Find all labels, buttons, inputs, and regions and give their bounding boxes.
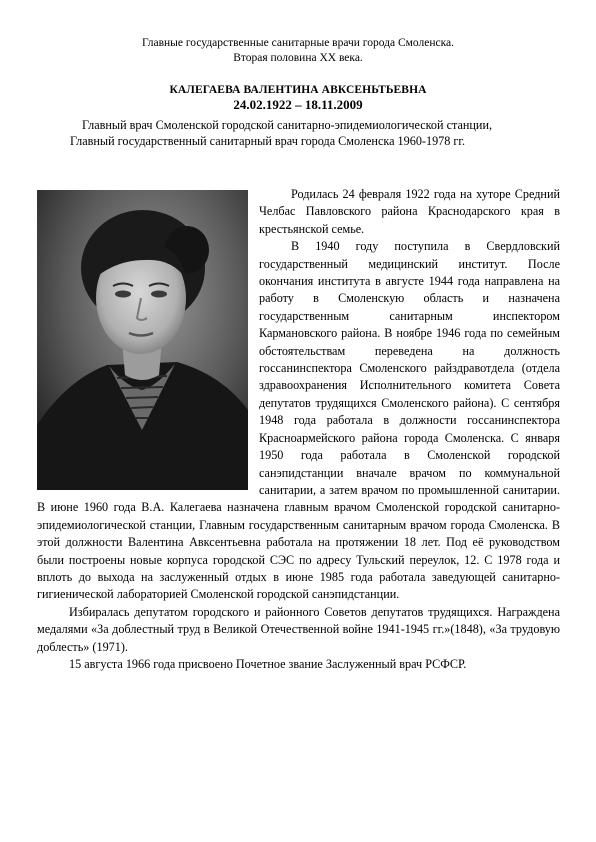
biography-text (37, 186, 560, 673)
header-subtitle: Вторая половина XX века. (233, 52, 363, 64)
photo-wrap-spacer (37, 186, 259, 496)
bio-paragraph-3: Избиралась депутатом городского и районного Советов депутатов трудящихся. Награждена медалями «За доблестный труд в Великой Отечественной войне 1941-1945 гг.»(1848), «За трудовую доблесть» (1971). (37, 604, 560, 654)
position-line-1: Главный врач Смоленской городской санитарно-эпидемиологической станции, (82, 118, 493, 132)
bio-paragraph-1: Родилась 24 февраля 1922 года на хуторе Средний Челбас Павловского района Краснодарского края в крестьянской семье. (259, 187, 560, 236)
header-title: Главные государственные санитарные врачи города Смоленска. (141, 37, 455, 49)
bio-paragraph-2: В 1940 году поступила в Свердловский государственный медицинский институт. После окончания института в августе 1944 года направлена на работу в Смоленскую область и назначена государственным санитарным инспектором Кармановского района. В ноябре 1946 года по семейным обстоятельствам переведена на должность госсанинспектора Смоленского райздравотдела (отдела здравоохранения Исполнительного комитета Совета депутатов трудящихся Смоленского района). С сентября 1948 года работала в должности госсанинспектора Красноармейского района города Смоленска. С января 1950 года работала в Смоленской городской санэпидстанции вначале врачом по коммунальной санитарии, а затем врачом по промышленной санитарии. В июне 1960 года В.А. Калегаева назначена главным врачом Смоленской городской санитарно-эпидемиологической станции, Главным государственным санитарным врачом города Смоленска. В этой должности Валентина Авксентьевна работала на протяжении 18 лет. Под её руководством были построены новые корпуса городской СЭС по адресу Тульский переулок, 12. С 1978 года и вплоть до выхода на заслуженный отдых в июне 1985 года работала заведующей санитарно-гигиенической лабораторией Смоленской городской санэпидстанции. (37, 239, 560, 602)
bio-paragraph-4: 15 августа 1966 года присвоено Почетное звание Заслуженный врач РСФСР. (69, 656, 467, 671)
position-line-2: Главный государственный санитарный врач города Смоленска 1960-1978 гг. (70, 134, 466, 148)
person-dates: 24.02.1922 – 18.11.2009 (233, 97, 363, 112)
person-name: КАЛЕГАЕВА ВАЛЕНТИНА АВКСЕНЬТЬЕВНА (169, 84, 427, 96)
